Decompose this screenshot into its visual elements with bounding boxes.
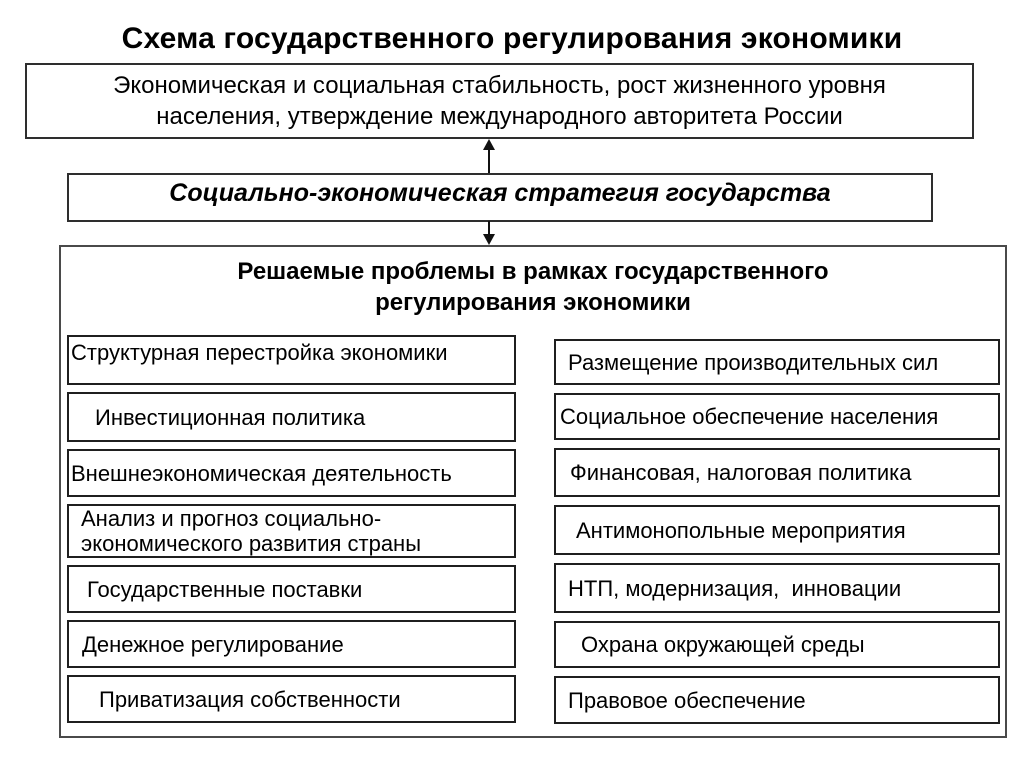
problem-item: Приватизация собственности	[67, 675, 516, 723]
arrow-down-icon	[483, 221, 495, 245]
problem-item: Структурная перестройка экономики	[67, 335, 516, 385]
arrow-up-head	[483, 139, 495, 150]
right-column	[554, 339, 1000, 724]
problem-item: Финансовая, налоговая политика	[554, 448, 1000, 497]
goal-box-line-1: Экономическая и социальная стабильность, рост жизненного уровня	[113, 72, 886, 99]
problems-heading-line-2: регулирования экономики	[375, 289, 691, 316]
goal-box-line-2: населения, утверждение международного авторитета России	[156, 103, 843, 130]
problems-heading	[61, 256, 1005, 318]
arrow-down-head	[483, 234, 495, 245]
strategy-box	[67, 173, 933, 222]
problem-item: Социальное обеспечение населения	[554, 393, 1000, 440]
problem-item: Правовое обеспечение	[554, 676, 1000, 724]
problem-item: Инвестиционная политика	[67, 392, 516, 442]
problem-item: Охрана окружающей среды	[554, 621, 1000, 668]
goal-box	[25, 63, 974, 139]
problems-box	[59, 245, 1007, 738]
problem-item: Размещение производительных сил	[554, 339, 1000, 385]
problem-item: НТП, модернизация, инновации	[554, 563, 1000, 613]
problem-item: Анализ и прогноз социально-экономического развития страны	[67, 504, 516, 558]
problem-item: Антимонопольные мероприятия	[554, 505, 1000, 555]
arrow-up-shaft	[488, 148, 490, 173]
strategy-box-label: Социально-экономическая стратегия государства	[169, 179, 831, 207]
page-title: Схема государственного регулирования экономики	[121, 22, 903, 55]
problem-item: Государственные поставки	[67, 565, 516, 613]
arrow-up-icon	[483, 139, 495, 173]
problems-heading-line-1: Решаемые проблемы в рамках государственного	[237, 258, 829, 285]
problem-item: Денежное регулирование	[67, 620, 516, 668]
left-column	[67, 335, 516, 723]
problem-item: Внешнеэкономическая деятельность	[67, 449, 516, 497]
